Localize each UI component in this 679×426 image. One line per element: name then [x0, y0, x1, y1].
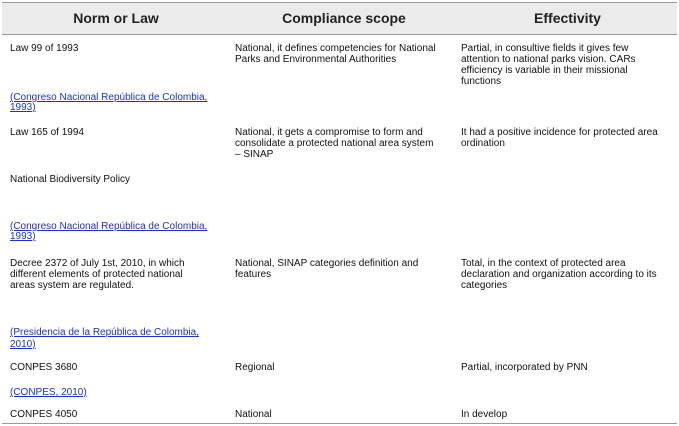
row5-citation-link[interactable]: (CONPES, 2010)	[10, 387, 87, 398]
row5-scope: Regional	[235, 362, 275, 373]
row1-citation-link-year[interactable]: 1993)	[10, 102, 36, 113]
row6-effect: In develop	[461, 409, 508, 420]
row4-norm-line1: Decree 2372 of July 1st, 2010, in which	[10, 258, 185, 269]
row1-scope-line1: National, it defines competencies for National	[235, 43, 436, 54]
row1-effect-line3: efficiency is variable in their missional	[461, 65, 628, 76]
row5-norm: CONPES 3680	[10, 362, 78, 373]
header-norm: Norm or Law	[73, 10, 159, 26]
row4-norm-line2: different elements of protected national	[10, 269, 183, 280]
row5-effect: Partial, incorporated by PNN	[461, 362, 588, 373]
row4-citation-link[interactable]: (Presidencia de la República de Colombia,	[10, 327, 199, 338]
table-header	[2, 2, 677, 35]
row3-norm: National Biodiversity Policy	[10, 174, 131, 185]
table-bottom-border	[2, 423, 677, 424]
row4-effect-line2: declaration and organization according to its	[461, 269, 657, 280]
row3-citation-link[interactable]: (Congreso Nacional República de Colombia,	[10, 221, 208, 232]
row1-effect-line4: functions	[461, 76, 502, 87]
row4-scope-line1: National, SINAP categories definition and	[235, 258, 419, 269]
row2-scope-line3: – SINAP	[235, 149, 274, 160]
row1-effect-line1: Partial, in consultive fields it gives few	[461, 43, 629, 54]
header-effectivity: Effectivity	[534, 10, 601, 26]
row6-scope: National	[235, 409, 272, 420]
row4-effect-line1: Total, in the context of protected area	[461, 258, 626, 269]
row2-norm: Law 165 of 1994	[10, 127, 84, 138]
row3-citation-link-year[interactable]: 1993)	[10, 231, 36, 242]
row1-norm: Law 99 of 1993	[10, 43, 79, 54]
row2-effect-line2: ordination	[461, 138, 505, 149]
row2-scope-line2: consolidate a protected national area system	[235, 138, 434, 149]
row4-citation-link-year[interactable]: 2010)	[10, 339, 36, 350]
row1-scope-line2: Parks and Environmental Authorities	[235, 54, 397, 65]
row6-norm: CONPES 4050	[10, 409, 78, 420]
row2-scope-line1: National, it gets a compromise to form and	[235, 127, 423, 138]
compliance-table	[2, 2, 677, 424]
row1-citation-link[interactable]: (Congreso Nacional República de Colombia,	[10, 92, 208, 103]
header-scope: Compliance scope	[282, 10, 406, 26]
row2-effect-line1: It had a positive incidence for protected area	[461, 127, 658, 138]
row4-effect-line3: categories	[461, 280, 508, 291]
row4-norm-line3: areas system are regulated.	[10, 280, 134, 291]
row4-scope-line2: features	[235, 269, 272, 280]
row1-effect-line2: attention to national parks vision. CARs	[461, 54, 636, 65]
